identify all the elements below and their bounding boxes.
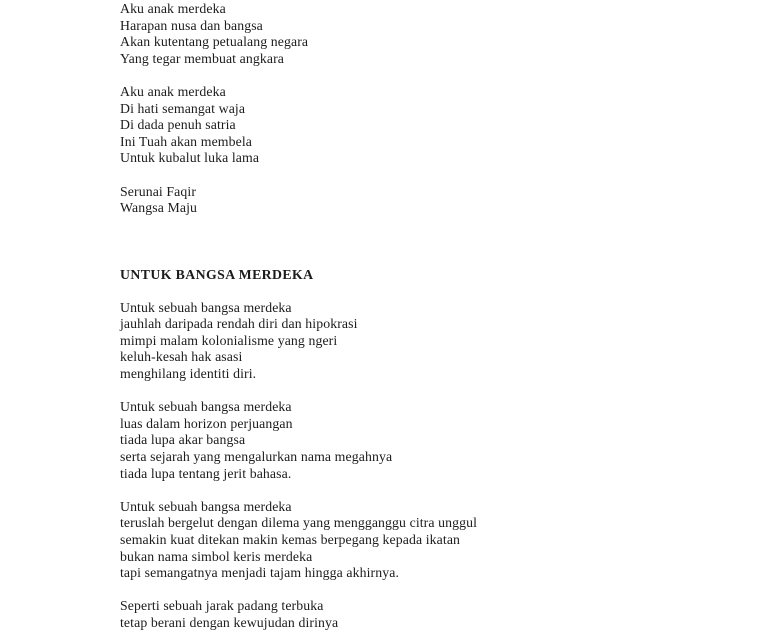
poem-line: menghilang identiti diri. [120, 366, 257, 382]
poem-line: Akan kutentang petualang negara [120, 34, 309, 50]
poem-line: keluh-kesah hak asasi [120, 349, 243, 365]
poem-signature [120, 184, 720, 217]
poem-line: Aku anak merdeka [120, 1, 226, 16]
poem-line: Serunai Faqir [120, 183, 197, 199]
poem-line: Ini Tuah akan membela [120, 133, 252, 149]
poem-line: bukan nama simbol keris merdeka [120, 548, 313, 564]
poem-stanza [120, 300, 720, 383]
poem-line: tetap berani dengan kewujudan dirinya [120, 614, 339, 630]
poem-stanza [120, 598, 720, 631]
poem-line: Aku anak merdeka [120, 83, 226, 99]
poem-line: semakin kuat ditekan makin kemas berpegang kepada ikatan [120, 532, 461, 548]
poem-line: Untuk sebuah bangsa merdeka [120, 399, 292, 415]
poem-line: tapi semangatnya menjadi tajam hingga akhirnya. [120, 565, 400, 581]
poem-line: Untuk kubalut luka lama [120, 150, 260, 166]
poem-stanza [120, 1, 720, 67]
poem-line: tiada lupa tentang jerit bahasa. [120, 465, 292, 481]
poem-line: Di dada penuh satria [120, 117, 236, 133]
poem-line: Untuk sebuah bangsa merdeka [120, 299, 292, 315]
poem-line: Seperti sebuah jarak padang terbuka [120, 598, 324, 614]
poem-body [120, 1, 720, 632]
poem-line: Harapan nusa dan bangsa [120, 17, 263, 33]
poem-line: jauhlah daripada rendah diri dan hipokrasi [120, 316, 358, 332]
poem-line: Di hati semangat waja [120, 100, 246, 116]
poem-line: Wangsa Maju [120, 200, 198, 216]
poem-line: mimpi malam kolonialisme yang ngeri [120, 332, 338, 348]
poem-line: luas dalam horizon perjuangan [120, 415, 293, 431]
poem-line: Yang tegar membuat angkara [120, 50, 285, 66]
poem-heading-text: UNTUK BANGSA MERDEKA [120, 266, 314, 282]
poem-line: serta sejarah yang mengalurkan nama megahnya [120, 449, 393, 465]
poem-heading [120, 267, 720, 284]
poem-line: teruslah bergelut dengan dilema yang mengganggu citra unggul [120, 515, 478, 531]
poem-line: Untuk sebuah bangsa merdeka [120, 498, 292, 514]
poem-line: tiada lupa akar bangsa [120, 432, 246, 448]
poem-stanza [120, 499, 720, 582]
poem-stanza [120, 399, 720, 482]
poem-stanza [120, 84, 720, 167]
